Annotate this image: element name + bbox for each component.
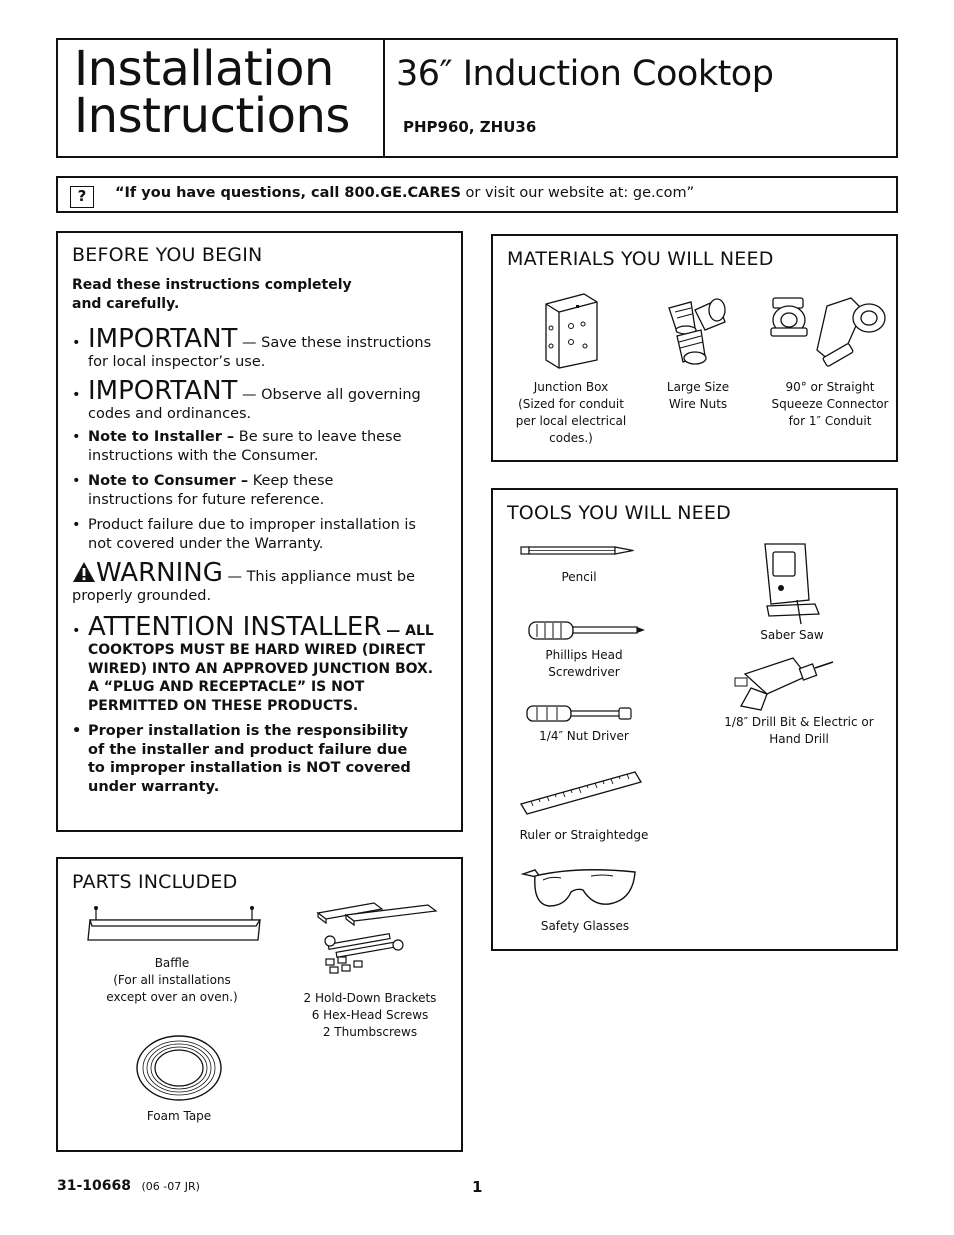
attention-installer-item: • ATTENTION INSTALLER — ALL COOKTOPS MUST BE HARD WIRED (DIRECT WIRED) INTO AN APPROVED JUNCTION BOX. A “PLUG AND RECEPTACLE” IS NOT PERMITTED ON THESE PRODUCTS. xyxy=(72,612,434,714)
foam-tape-caption: Foam Tape xyxy=(146,1109,212,1123)
responsibility-item: • Proper installation is the responsibility of the installer and product failure due to improper installation is NOT covered under warranty. xyxy=(72,723,411,795)
warning-block: WARNING — This appliance must be properly grounded. xyxy=(72,558,416,604)
nut-driver-caption: 1/4″ Nut Driver xyxy=(539,729,629,743)
section-heading: TOOLS YOU WILL NEED xyxy=(507,502,731,524)
important-codes-item: • IMPORTANT — Observe all governing codes and ordinances. xyxy=(72,376,421,422)
baffle-icon xyxy=(84,904,264,944)
ruler-caption: Ruler or Straightedge xyxy=(519,828,649,842)
section-heading: MATERIALS YOU WILL NEED xyxy=(507,248,774,270)
header-box xyxy=(56,38,898,158)
parts-included-section xyxy=(56,857,463,1152)
drill-icon xyxy=(731,654,835,712)
tools-section xyxy=(491,488,898,951)
footer-part-number: 31-10668 (06 -07 JR) xyxy=(57,1178,200,1194)
phillips-screwdriver-caption: Phillips Head Screwdriver xyxy=(545,648,623,679)
important-save-item: • IMPORTANT — Save these instructions for local inspector’s use. xyxy=(72,324,432,370)
before-you-begin-section xyxy=(56,231,463,832)
note-consumer-item: • Note to Consumer – Keep these instructions for future reference. xyxy=(72,473,334,508)
product-title: 36″ Induction Cooktop xyxy=(396,54,774,94)
junction-box-icon xyxy=(541,290,601,370)
warning-triangle-icon xyxy=(72,561,96,583)
junction-box-caption: Junction Box (Sized for conduit per local electrical codes.) xyxy=(515,380,627,445)
nut-driver-icon xyxy=(525,704,635,724)
materials-section xyxy=(491,234,898,462)
question-bar xyxy=(56,176,898,213)
failure-item: • Product failure due to improper installation is not covered under the Warranty. xyxy=(72,517,416,552)
model-numbers: PHP960, ZHU36 xyxy=(403,118,537,136)
document-title: Installation Instructions xyxy=(74,41,350,144)
ruler-icon xyxy=(519,770,643,816)
page-number: 1 xyxy=(472,1178,483,1196)
foam-tape-icon xyxy=(134,1033,224,1103)
brackets-screws-icon xyxy=(316,901,440,981)
pencil-icon xyxy=(519,544,639,558)
safety-glasses-caption: Safety Glasses xyxy=(540,919,630,933)
wire-nuts-caption: Large Size Wire Nuts xyxy=(666,380,730,411)
note-installer-item: • Note to Installer – Be sure to leave these instructions with the Consumer. xyxy=(72,429,402,464)
header-divider xyxy=(383,40,385,156)
saber-saw-icon xyxy=(757,540,827,626)
section-heading: PARTS INCLUDED xyxy=(72,871,238,893)
squeeze-connector-caption: 90° or Straight Squeeze Connector for 1″ Conduit xyxy=(771,380,889,428)
baffle-caption: Baffle (For all installations except over an oven.) xyxy=(106,956,238,1004)
phillips-screwdriver-icon xyxy=(527,620,647,642)
drill-caption: 1/8″ Drill Bit & Electric or Hand Drill xyxy=(724,715,874,746)
question-icon: ? xyxy=(70,186,94,208)
saber-saw-caption: Saber Saw xyxy=(760,628,824,642)
pencil-caption: Pencil xyxy=(561,570,597,584)
wire-nuts-icon xyxy=(665,298,731,368)
safety-glasses-icon xyxy=(521,866,639,912)
brackets-caption: 2 Hold-Down Brackets 6 Hex-Head Screws 2 Thumbscrews xyxy=(303,991,437,1039)
section-heading: BEFORE YOU BEGIN xyxy=(72,244,263,266)
question-text: “If you have questions, call 800.GE.CARES or visit our website at: ge.com” xyxy=(115,185,695,201)
intro-text: Read these instructions completely and carefully. xyxy=(72,277,352,312)
squeeze-connector-icon xyxy=(765,290,889,376)
